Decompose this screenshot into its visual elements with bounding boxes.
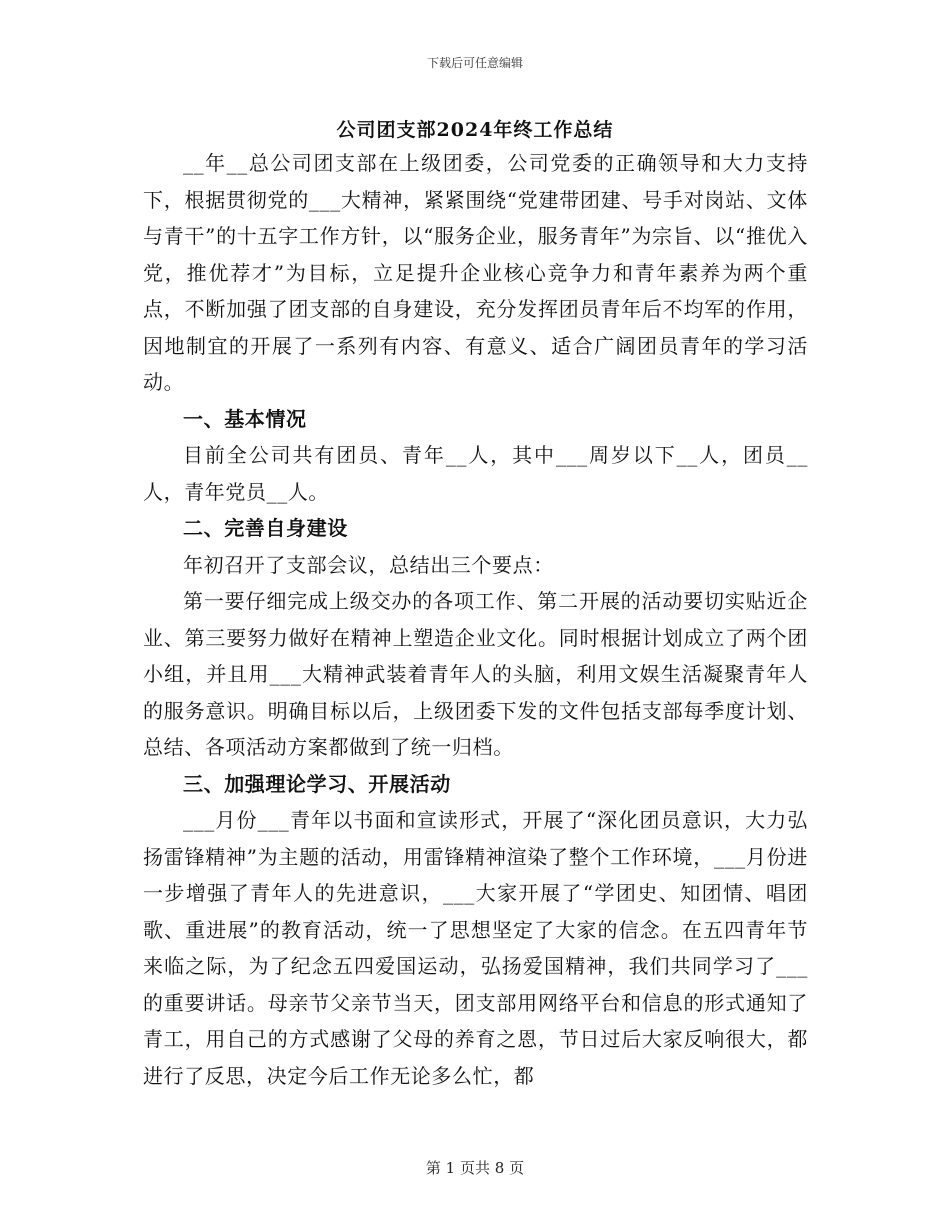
section-3-paragraph-1: ___月份___青年以书面和宣读形式，开展了“深化团员意识，大力弘扬雷锋精神”为主题的活动，用雷锋精神渲染了整个工作环境，___月份进一步增强了青年人的先进意识，___大家开展了“学团史、知团情、唱团歌、重进展”的教育活动，统一了思想坚定了大家的信念。在五四青年节来临之际，为了纪念五四爱国运动，弘扬爱国精神，我们共同学习了___的重要讲话。母亲节父亲节当天，团支部用网络平台和信息的形式通知了青工，用自己的方式感谢了父母的养育之恩，节日过后大家反响很大，都进行了反思，决定今后工作无论多么忙，都	[143, 808, 808, 1088]
header-note: 下载后可任意编辑	[426, 56, 523, 70]
section-heading-3: 三、加强理论学习、开展活动	[183, 771, 451, 796]
section-heading-2: 二、完善自身建设	[183, 516, 348, 540]
section-1-paragraph-1: 目前全公司共有团员、青年__人，其中___周岁以下__人，团员__人，青年党员__人。	[143, 443, 808, 504]
page-footer: 第 1 页共 8 页	[425, 1159, 525, 1177]
section-heading-1: 一、基本情况	[183, 406, 307, 431]
document-body	[143, 145, 808, 1094]
document-title: 公司团支部2024年终工作总结	[336, 119, 614, 141]
section-2-paragraph-1: 年初召开了支部会议，总结出三个要点：	[183, 552, 554, 577]
intro-paragraph: __年__总公司团支部在上级团委，公司党委的正确领导和大力支持下，根据贯彻党的___大精神，紧紧围绕“党建带团建、号手对岗站、文体与青干”的十五字工作方针，以“服务企业，服务青年”为宗旨、以“推优入党，推优荐才”为目标，立足提升企业核心竞争力和青年素养为两个重点，不断加强了团支部的自身建设，充分发挥团员青年后不均军的作用，因地制宜的开展了一系列有内容、有意义、适合广阔团员青年的学习活动。	[143, 151, 808, 394]
section-2-paragraph-2: 第一要仔细完成上级交办的各项工作、第二开展的活动要切实贴近企业、第三要努力做好在精神上塑造企业文化。同时根据计划成立了两个团小组，并且用___大精神武装着青年人的头脑，利用文娱生活凝聚青年人的服务意识。明确目标以后，上级团委下发的文件包括支部每季度计划、总结、各项活动方案都做到了统一归档。	[143, 589, 808, 759]
